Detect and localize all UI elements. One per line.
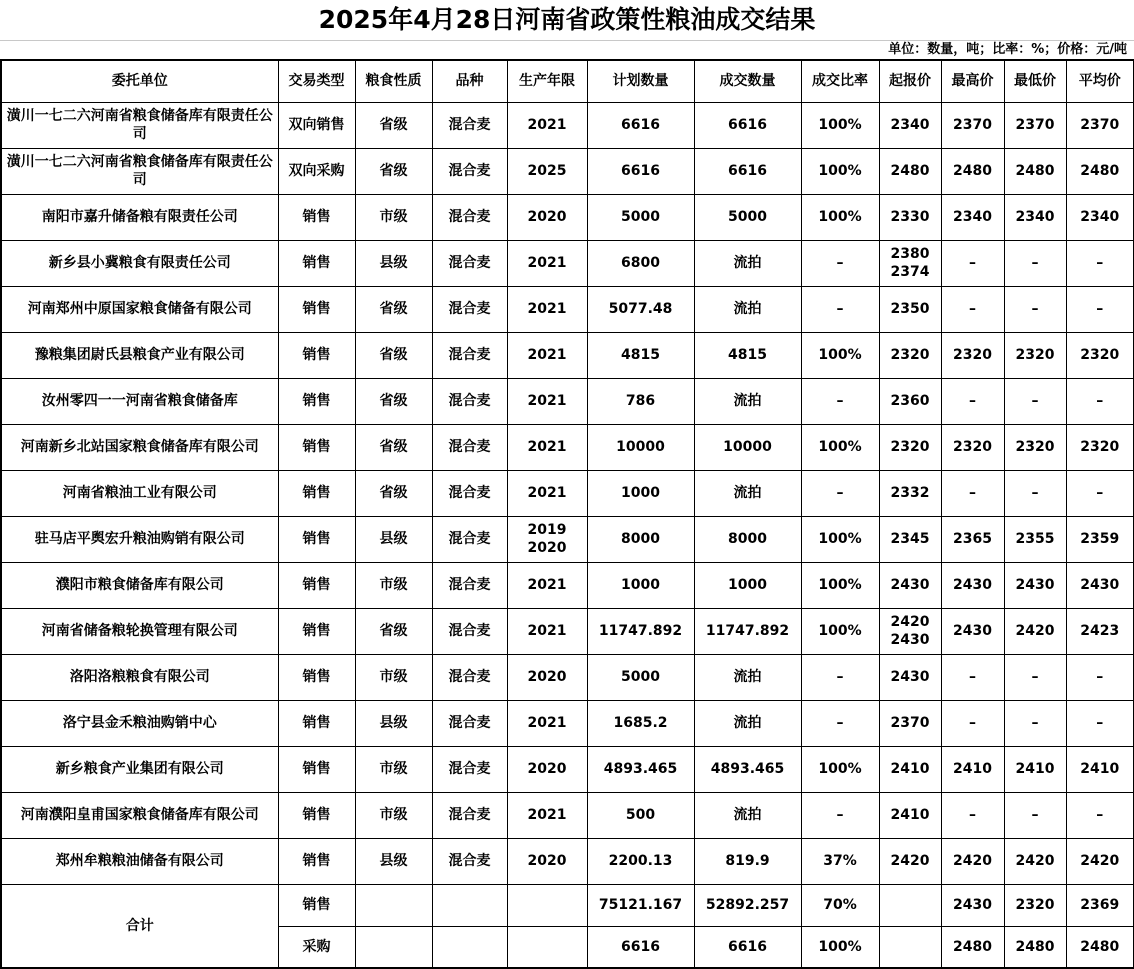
production-year-line: 2025: [527, 163, 567, 179]
trade-type: 销售: [278, 470, 355, 516]
empty-cell: [355, 884, 432, 926]
grain-nature: 县级: [355, 240, 432, 286]
header-row: [1, 60, 1134, 102]
results-table: [0, 59, 1134, 969]
production-year-line: 2021: [527, 439, 567, 455]
grain-nature: 省级: [355, 608, 432, 654]
entrusting-unit: 河南郑州中原国家粮食储备有限公司: [1, 286, 278, 332]
grain-nature: 市级: [355, 562, 432, 608]
average-price: 2420: [1066, 838, 1134, 884]
deal-ratio: 100%: [801, 608, 879, 654]
total-type: 采购: [278, 926, 355, 968]
production-year: [507, 608, 587, 654]
deal-ratio: –: [801, 378, 879, 424]
highest-price: –: [941, 700, 1004, 746]
trade-type: 销售: [278, 240, 355, 286]
deal-quantity: 819.9: [694, 838, 801, 884]
planned-quantity: 2200.13: [587, 838, 694, 884]
empty-cell: [879, 884, 941, 926]
highest-price: 2430: [941, 608, 1004, 654]
table-row: [1, 286, 1134, 332]
starting-price: [879, 240, 941, 286]
starting-price-line: 2320: [890, 347, 930, 363]
lowest-price: –: [1004, 792, 1066, 838]
column-header: 生产年限: [507, 60, 587, 102]
deal-quantity: 6616: [694, 102, 801, 148]
deal-quantity: 流拍: [694, 378, 801, 424]
table-row: [1, 378, 1134, 424]
lowest-price: 2355: [1004, 516, 1066, 562]
production-year: [507, 286, 587, 332]
starting-price-line: 2360: [890, 393, 930, 409]
total-average-price: 2480: [1066, 926, 1134, 968]
planned-quantity: 5000: [587, 194, 694, 240]
entrusting-unit: 新乡县小冀粮食有限责任公司: [1, 240, 278, 286]
average-price: 2410: [1066, 746, 1134, 792]
deal-ratio: 100%: [801, 516, 879, 562]
variety: 混合麦: [432, 148, 507, 194]
empty-cell: [879, 926, 941, 968]
grain-nature: 市级: [355, 194, 432, 240]
starting-price: [879, 792, 941, 838]
total-deal-quantity: 6616: [694, 926, 801, 968]
grain-nature: 省级: [355, 378, 432, 424]
column-header: 成交比率: [801, 60, 879, 102]
total-highest-price: 2430: [941, 884, 1004, 926]
planned-quantity: 786: [587, 378, 694, 424]
average-price: 2480: [1066, 148, 1134, 194]
starting-price-line: 2374: [890, 264, 930, 280]
entrusting-unit: 潢川一七二六河南省粮食储备库有限责任公司: [1, 148, 278, 194]
trade-type: 销售: [278, 332, 355, 378]
variety: 混合麦: [432, 194, 507, 240]
starting-price-line: 2410: [890, 761, 930, 777]
production-year: [507, 424, 587, 470]
trade-type: 销售: [278, 424, 355, 470]
variety: 混合麦: [432, 332, 507, 378]
lowest-price: 2320: [1004, 332, 1066, 378]
deal-ratio: 100%: [801, 194, 879, 240]
total-lowest-price: 2320: [1004, 884, 1066, 926]
highest-price: 2365: [941, 516, 1004, 562]
starting-price: [879, 286, 941, 332]
average-price: 2340: [1066, 194, 1134, 240]
highest-price: 2370: [941, 102, 1004, 148]
planned-quantity: 6616: [587, 102, 694, 148]
production-year-line: 2021: [527, 623, 567, 639]
production-year-line: 2020: [527, 761, 567, 777]
deal-ratio: 100%: [801, 746, 879, 792]
highest-price: 2420: [941, 838, 1004, 884]
empty-cell: [507, 926, 587, 968]
trade-type: 双向销售: [278, 102, 355, 148]
column-header: 起报价: [879, 60, 941, 102]
average-price: –: [1066, 470, 1134, 516]
average-price: 2320: [1066, 424, 1134, 470]
grain-nature: 省级: [355, 424, 432, 470]
production-year: [507, 102, 587, 148]
planned-quantity: 1685.2: [587, 700, 694, 746]
planned-quantity: 1000: [587, 562, 694, 608]
lowest-price: 2340: [1004, 194, 1066, 240]
starting-price-line: 2430: [890, 632, 930, 648]
entrusting-unit: 洛阳洛粮粮食有限公司: [1, 654, 278, 700]
average-price: –: [1066, 378, 1134, 424]
table-row: [1, 240, 1134, 286]
deal-quantity: 8000: [694, 516, 801, 562]
average-price: –: [1066, 792, 1134, 838]
deal-ratio: 100%: [801, 148, 879, 194]
trade-type: 销售: [278, 746, 355, 792]
starting-price-line: 2345: [890, 531, 930, 547]
column-header: 平均价: [1066, 60, 1134, 102]
highest-price: 2320: [941, 424, 1004, 470]
planned-quantity: 5000: [587, 654, 694, 700]
page-title: 2025年4月28日河南省政策性粮油成交结果: [0, 0, 1134, 41]
table-row: [1, 516, 1134, 562]
planned-quantity: 8000: [587, 516, 694, 562]
production-year-line: 2021: [527, 255, 567, 271]
starting-price: [879, 562, 941, 608]
production-year: [507, 562, 587, 608]
table-row: [1, 332, 1134, 378]
deal-quantity: 流拍: [694, 286, 801, 332]
starting-price-line: 2420: [890, 614, 930, 630]
empty-cell: [355, 926, 432, 968]
lowest-price: –: [1004, 286, 1066, 332]
entrusting-unit: 南阳市嘉升储备粮有限责任公司: [1, 194, 278, 240]
starting-price-line: 2430: [890, 669, 930, 685]
deal-ratio: –: [801, 700, 879, 746]
starting-price-line: 2410: [890, 807, 930, 823]
table-row: [1, 424, 1134, 470]
highest-price: –: [941, 286, 1004, 332]
planned-quantity: 1000: [587, 470, 694, 516]
deal-ratio: –: [801, 470, 879, 516]
entrusting-unit: 河南省储备粮轮换管理有限公司: [1, 608, 278, 654]
total-deal-quantity: 52892.257: [694, 884, 801, 926]
variety: 混合麦: [432, 746, 507, 792]
total-type: 销售: [278, 884, 355, 926]
starting-price: [879, 838, 941, 884]
average-price: –: [1066, 700, 1134, 746]
production-year: [507, 700, 587, 746]
deal-ratio: 100%: [801, 424, 879, 470]
total-deal-ratio: 70%: [801, 884, 879, 926]
trade-type: 销售: [278, 562, 355, 608]
total-label: 合计: [1, 884, 278, 968]
variety: 混合麦: [432, 424, 507, 470]
deal-quantity: 流拍: [694, 700, 801, 746]
highest-price: 2340: [941, 194, 1004, 240]
starting-price-line: 2350: [890, 301, 930, 317]
grain-nature: 省级: [355, 332, 432, 378]
deal-quantity: 4893.465: [694, 746, 801, 792]
entrusting-unit: 河南省粮油工业有限公司: [1, 470, 278, 516]
starting-price: [879, 424, 941, 470]
column-header: 品种: [432, 60, 507, 102]
lowest-price: –: [1004, 240, 1066, 286]
deal-quantity: 流拍: [694, 654, 801, 700]
lowest-price: 2320: [1004, 424, 1066, 470]
production-year-line: 2020: [527, 853, 567, 869]
average-price: –: [1066, 240, 1134, 286]
table-row: [1, 148, 1134, 194]
column-header: 计划数量: [587, 60, 694, 102]
table-row: [1, 562, 1134, 608]
unit-note: 单位：数量，吨；比率：%；价格：元/吨: [888, 42, 1127, 57]
lowest-price: –: [1004, 700, 1066, 746]
planned-quantity: 4815: [587, 332, 694, 378]
trade-type: 销售: [278, 516, 355, 562]
grain-nature: 县级: [355, 516, 432, 562]
deal-ratio: –: [801, 792, 879, 838]
starting-price-line: 2370: [890, 715, 930, 731]
starting-price: [879, 148, 941, 194]
production-year-line: 2021: [527, 485, 567, 501]
deal-ratio: 100%: [801, 102, 879, 148]
lowest-price: –: [1004, 654, 1066, 700]
lowest-price: –: [1004, 470, 1066, 516]
entrusting-unit: 潢川一七二六河南省粮食储备库有限责任公司: [1, 102, 278, 148]
grain-nature: 市级: [355, 746, 432, 792]
deal-quantity: 流拍: [694, 792, 801, 838]
table-row: [1, 194, 1134, 240]
entrusting-unit: 河南濮阳皇甫国家粮食储备库有限公司: [1, 792, 278, 838]
deal-quantity: 6616: [694, 148, 801, 194]
starting-price: [879, 102, 941, 148]
starting-price: [879, 700, 941, 746]
production-year: [507, 746, 587, 792]
entrusting-unit: 驻马店平舆宏升粮油购销有限公司: [1, 516, 278, 562]
starting-price: [879, 654, 941, 700]
deal-quantity: 流拍: [694, 240, 801, 286]
starting-price: [879, 516, 941, 562]
entrusting-unit: 洛宁县金禾粮油购销中心: [1, 700, 278, 746]
production-year: [507, 470, 587, 516]
trade-type: 双向采购: [278, 148, 355, 194]
production-year: [507, 240, 587, 286]
empty-cell: [432, 926, 507, 968]
production-year-line: 2021: [527, 807, 567, 823]
table-row: [1, 838, 1134, 884]
deal-ratio: –: [801, 654, 879, 700]
starting-price: [879, 608, 941, 654]
empty-cell: [432, 884, 507, 926]
table-row: [1, 608, 1134, 654]
production-year-line: 2019: [527, 522, 567, 538]
lowest-price: 2420: [1004, 608, 1066, 654]
table-row: [1, 470, 1134, 516]
average-price: 2320: [1066, 332, 1134, 378]
grain-nature: 省级: [355, 286, 432, 332]
deal-ratio: 37%: [801, 838, 879, 884]
column-header: 交易类型: [278, 60, 355, 102]
variety: 混合麦: [432, 240, 507, 286]
average-price: –: [1066, 286, 1134, 332]
grain-nature: 市级: [355, 792, 432, 838]
trade-type: 销售: [278, 654, 355, 700]
deal-quantity: 10000: [694, 424, 801, 470]
starting-price-line: 2330: [890, 209, 930, 225]
starting-price: [879, 378, 941, 424]
lowest-price: 2420: [1004, 838, 1066, 884]
starting-price-line: 2480: [890, 163, 930, 179]
highest-price: 2320: [941, 332, 1004, 378]
average-price: 2430: [1066, 562, 1134, 608]
planned-quantity: 5077.48: [587, 286, 694, 332]
planned-quantity: 4893.465: [587, 746, 694, 792]
variety: 混合麦: [432, 838, 507, 884]
production-year: [507, 654, 587, 700]
deal-quantity: 4815: [694, 332, 801, 378]
entrusting-unit: 河南新乡北站国家粮食储备库有限公司: [1, 424, 278, 470]
grain-nature: 省级: [355, 102, 432, 148]
total-planned-quantity: 75121.167: [587, 884, 694, 926]
column-header: 最高价: [941, 60, 1004, 102]
trade-type: 销售: [278, 608, 355, 654]
variety: 混合麦: [432, 654, 507, 700]
deal-quantity: 流拍: [694, 470, 801, 516]
variety: 混合麦: [432, 700, 507, 746]
variety: 混合麦: [432, 470, 507, 516]
highest-price: –: [941, 654, 1004, 700]
deal-ratio: 100%: [801, 562, 879, 608]
deal-ratio: 100%: [801, 332, 879, 378]
entrusting-unit: 濮阳市粮食储备库有限公司: [1, 562, 278, 608]
grain-nature: 市级: [355, 654, 432, 700]
table-row: [1, 746, 1134, 792]
trade-type: 销售: [278, 286, 355, 332]
trade-type: 销售: [278, 700, 355, 746]
production-year-line: 2021: [527, 117, 567, 133]
column-header: 成交数量: [694, 60, 801, 102]
highest-price: –: [941, 792, 1004, 838]
variety: 混合麦: [432, 608, 507, 654]
average-price: –: [1066, 654, 1134, 700]
production-year-line: 2020: [527, 669, 567, 685]
trade-type: 销售: [278, 194, 355, 240]
deal-quantity: 1000: [694, 562, 801, 608]
planned-quantity: 6800: [587, 240, 694, 286]
lowest-price: 2410: [1004, 746, 1066, 792]
column-header: 粮食性质: [355, 60, 432, 102]
variety: 混合麦: [432, 562, 507, 608]
production-year-line: 2021: [527, 577, 567, 593]
starting-price-line: 2430: [890, 577, 930, 593]
entrusting-unit: 郑州牟粮粮油储备有限公司: [1, 838, 278, 884]
highest-price: –: [941, 240, 1004, 286]
average-price: 2423: [1066, 608, 1134, 654]
production-year: [507, 332, 587, 378]
starting-price: [879, 332, 941, 378]
total-planned-quantity: 6616: [587, 926, 694, 968]
planned-quantity: 11747.892: [587, 608, 694, 654]
deal-ratio: –: [801, 286, 879, 332]
grain-nature: 县级: [355, 838, 432, 884]
variety: 混合麦: [432, 286, 507, 332]
production-year-line: 2021: [527, 301, 567, 317]
production-year: [507, 194, 587, 240]
deal-ratio: –: [801, 240, 879, 286]
entrusting-unit: 豫粮集团尉氏县粮食产业有限公司: [1, 332, 278, 378]
highest-price: 2430: [941, 562, 1004, 608]
starting-price-line: 2332: [890, 485, 930, 501]
variety: 混合麦: [432, 792, 507, 838]
planned-quantity: 500: [587, 792, 694, 838]
table-row: [1, 700, 1134, 746]
highest-price: 2410: [941, 746, 1004, 792]
production-year-line: 2021: [527, 393, 567, 409]
table-row: [1, 792, 1134, 838]
production-year: [507, 148, 587, 194]
highest-price: –: [941, 470, 1004, 516]
trade-type: 销售: [278, 378, 355, 424]
highest-price: –: [941, 378, 1004, 424]
starting-price: [879, 194, 941, 240]
planned-quantity: 6616: [587, 148, 694, 194]
table-row: [1, 654, 1134, 700]
highest-price: 2480: [941, 148, 1004, 194]
entrusting-unit: 新乡粮食产业集团有限公司: [1, 746, 278, 792]
total-average-price: 2369: [1066, 884, 1134, 926]
production-year-line: 2021: [527, 715, 567, 731]
total-row: [1, 884, 1134, 926]
production-year: [507, 516, 587, 562]
starting-price-line: 2320: [890, 439, 930, 455]
column-header: 委托单位: [1, 60, 278, 102]
entrusting-unit: 汝州零四一一河南省粮食储备库: [1, 378, 278, 424]
production-year: [507, 838, 587, 884]
table-row: [1, 102, 1134, 148]
grain-nature: 省级: [355, 470, 432, 516]
trade-type: 销售: [278, 792, 355, 838]
lowest-price: 2370: [1004, 102, 1066, 148]
deal-quantity: 5000: [694, 194, 801, 240]
production-year: [507, 792, 587, 838]
production-year: [507, 378, 587, 424]
lowest-price: 2430: [1004, 562, 1066, 608]
grain-nature: 省级: [355, 148, 432, 194]
total-deal-ratio: 100%: [801, 926, 879, 968]
grain-nature: 县级: [355, 700, 432, 746]
starting-price-line: 2420: [890, 853, 930, 869]
lowest-price: 2480: [1004, 148, 1066, 194]
starting-price: [879, 470, 941, 516]
production-year-line: 2020: [527, 540, 567, 556]
lowest-price: –: [1004, 378, 1066, 424]
total-highest-price: 2480: [941, 926, 1004, 968]
production-year-line: 2020: [527, 209, 567, 225]
total-lowest-price: 2480: [1004, 926, 1066, 968]
variety: 混合麦: [432, 378, 507, 424]
deal-quantity: 11747.892: [694, 608, 801, 654]
starting-price: [879, 746, 941, 792]
average-price: 2370: [1066, 102, 1134, 148]
production-year-line: 2021: [527, 347, 567, 363]
variety: 混合麦: [432, 102, 507, 148]
variety: 混合麦: [432, 516, 507, 562]
starting-price-line: 2380: [890, 246, 930, 262]
starting-price-line: 2340: [890, 117, 930, 133]
planned-quantity: 10000: [587, 424, 694, 470]
trade-type: 销售: [278, 838, 355, 884]
average-price: 2359: [1066, 516, 1134, 562]
empty-cell: [507, 884, 587, 926]
column-header: 最低价: [1004, 60, 1066, 102]
